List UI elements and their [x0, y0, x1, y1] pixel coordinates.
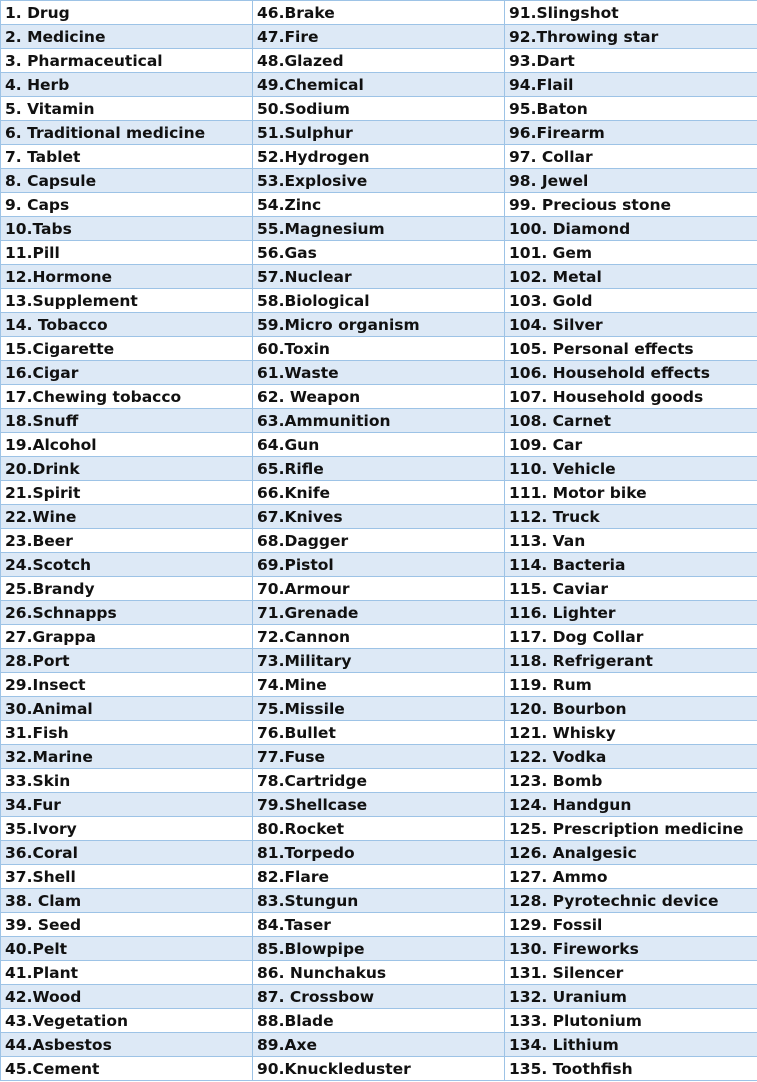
table-cell: 118. Refrigerant — [505, 649, 757, 673]
table-cell: 36.Coral — [1, 841, 253, 865]
table-cell: 132. Uranium — [505, 985, 757, 1009]
table-cell: 23.Beer — [1, 529, 253, 553]
table-cell: 88.Blade — [253, 1009, 505, 1033]
table-cell: 21.Spirit — [1, 481, 253, 505]
table-cell: 37.Shell — [1, 865, 253, 889]
table-cell: 110. Vehicle — [505, 457, 757, 481]
table-row — [1, 577, 757, 601]
table-cell: 42.Wood — [1, 985, 253, 1009]
table-row — [1, 553, 757, 577]
table-cell: 133. Plutonium — [505, 1009, 757, 1033]
table-cell: 50.Sodium — [253, 97, 505, 121]
table-cell: 82.Flare — [253, 865, 505, 889]
table-cell: 54.Zinc — [253, 193, 505, 217]
table-cell: 90.Knuckleduster — [253, 1057, 505, 1081]
table-cell: 52.Hydrogen — [253, 145, 505, 169]
table-cell: 77.Fuse — [253, 745, 505, 769]
table-row — [1, 1009, 757, 1033]
table-row — [1, 265, 757, 289]
table-row — [1, 1033, 757, 1057]
table-cell: 73.Military — [253, 649, 505, 673]
table-cell: 8. Capsule — [1, 169, 253, 193]
table-row — [1, 529, 757, 553]
table-cell: 98. Jewel — [505, 169, 757, 193]
table-row — [1, 49, 757, 73]
table-cell: 10.Tabs — [1, 217, 253, 241]
table-cell: 109. Car — [505, 433, 757, 457]
table-cell: 108. Carnet — [505, 409, 757, 433]
table-cell: 16.Cigar — [1, 361, 253, 385]
table-row — [1, 409, 757, 433]
table-cell: 56.Gas — [253, 241, 505, 265]
table-cell: 6. Traditional medicine — [1, 121, 253, 145]
table-cell: 94.Flail — [505, 73, 757, 97]
table-row — [1, 97, 757, 121]
table-row — [1, 721, 757, 745]
table-row — [1, 313, 757, 337]
table-cell: 104. Silver — [505, 313, 757, 337]
table-cell: 134. Lithium — [505, 1033, 757, 1057]
table-cell: 44.Asbestos — [1, 1033, 253, 1057]
table-cell: 49.Chemical — [253, 73, 505, 97]
table-cell: 86. Nunchakus — [253, 961, 505, 985]
table-cell: 74.Mine — [253, 673, 505, 697]
table-cell: 30.Animal — [1, 697, 253, 721]
table-row — [1, 73, 757, 97]
table-cell: 13.Supplement — [1, 289, 253, 313]
table-cell: 3. Pharmaceutical — [1, 49, 253, 73]
table-cell: 67.Knives — [253, 505, 505, 529]
table-row — [1, 697, 757, 721]
table-cell: 121. Whisky — [505, 721, 757, 745]
table-cell: 70.Armour — [253, 577, 505, 601]
table-cell: 117. Dog Collar — [505, 625, 757, 649]
table-cell: 24.Scotch — [1, 553, 253, 577]
table-row — [1, 1057, 757, 1081]
table-row — [1, 505, 757, 529]
table-row — [1, 25, 757, 49]
table-cell: 32.Marine — [1, 745, 253, 769]
table-cell: 25.Brandy — [1, 577, 253, 601]
table-row — [1, 841, 757, 865]
table-cell: 106. Household effects — [505, 361, 757, 385]
table-cell: 126. Analgesic — [505, 841, 757, 865]
table-cell: 64.Gun — [253, 433, 505, 457]
table-cell: 83.Stungun — [253, 889, 505, 913]
table-cell: 119. Rum — [505, 673, 757, 697]
table-cell: 131. Silencer — [505, 961, 757, 985]
table-cell: 60.Toxin — [253, 337, 505, 361]
table-cell: 63.Ammunition — [253, 409, 505, 433]
table-cell: 41.Plant — [1, 961, 253, 985]
table-cell: 135. Toothfish — [505, 1057, 757, 1081]
table-cell: 114. Bacteria — [505, 553, 757, 577]
table-cell: 11.Pill — [1, 241, 253, 265]
table-cell: 48.Glazed — [253, 49, 505, 73]
table-cell: 47.Fire — [253, 25, 505, 49]
table-cell: 26.Schnapps — [1, 601, 253, 625]
table-cell: 4. Herb — [1, 73, 253, 97]
table-cell: 29.Insect — [1, 673, 253, 697]
table-cell: 7. Tablet — [1, 145, 253, 169]
table-cell: 1. Drug — [1, 1, 253, 25]
table-row — [1, 625, 757, 649]
table-cell: 34.Fur — [1, 793, 253, 817]
table-cell: 12.Hormone — [1, 265, 253, 289]
table-row — [1, 145, 757, 169]
table-row — [1, 769, 757, 793]
table-cell: 58.Biological — [253, 289, 505, 313]
table-cell: 101. Gem — [505, 241, 757, 265]
table-row — [1, 169, 757, 193]
table-cell: 99. Precious stone — [505, 193, 757, 217]
table-row — [1, 649, 757, 673]
table-cell: 51.Sulphur — [253, 121, 505, 145]
items-table-body — [1, 1, 757, 1081]
table-cell: 17.Chewing tobacco — [1, 385, 253, 409]
table-cell: 43.Vegetation — [1, 1009, 253, 1033]
table-cell: 115. Caviar — [505, 577, 757, 601]
table-row — [1, 217, 757, 241]
table-cell: 35.Ivory — [1, 817, 253, 841]
table-cell: 97. Collar — [505, 145, 757, 169]
table-cell: 122. Vodka — [505, 745, 757, 769]
table-cell: 45.Cement — [1, 1057, 253, 1081]
table-cell: 38. Clam — [1, 889, 253, 913]
table-cell: 93.Dart — [505, 49, 757, 73]
table-cell: 5. Vitamin — [1, 97, 253, 121]
table-cell: 69.Pistol — [253, 553, 505, 577]
table-cell: 84.Taser — [253, 913, 505, 937]
table-cell: 87. Crossbow — [253, 985, 505, 1009]
table-cell: 53.Explosive — [253, 169, 505, 193]
table-cell: 20.Drink — [1, 457, 253, 481]
table-cell: 19.Alcohol — [1, 433, 253, 457]
table-cell: 55.Magnesium — [253, 217, 505, 241]
table-cell: 123. Bomb — [505, 769, 757, 793]
table-row — [1, 673, 757, 697]
table-row — [1, 913, 757, 937]
table-cell: 112. Truck — [505, 505, 757, 529]
table-row — [1, 961, 757, 985]
table-cell: 40.Pelt — [1, 937, 253, 961]
table-cell: 130. Fireworks — [505, 937, 757, 961]
table-cell: 76.Bullet — [253, 721, 505, 745]
table-row — [1, 865, 757, 889]
table-cell: 116. Lighter — [505, 601, 757, 625]
table-cell: 31.Fish — [1, 721, 253, 745]
table-cell: 89.Axe — [253, 1033, 505, 1057]
table-cell: 120. Bourbon — [505, 697, 757, 721]
table-cell: 92.Throwing star — [505, 25, 757, 49]
table-cell: 127. Ammo — [505, 865, 757, 889]
table-row — [1, 337, 757, 361]
table-row — [1, 985, 757, 1009]
table-row — [1, 481, 757, 505]
table-row — [1, 793, 757, 817]
table-cell: 66.Knife — [253, 481, 505, 505]
table-cell: 107. Household goods — [505, 385, 757, 409]
table-row — [1, 745, 757, 769]
table-row — [1, 121, 757, 145]
table-cell: 2. Medicine — [1, 25, 253, 49]
table-cell: 68.Dagger — [253, 529, 505, 553]
table-cell: 28.Port — [1, 649, 253, 673]
table-cell: 18.Snuff — [1, 409, 253, 433]
table-cell: 125. Prescription medicine — [505, 817, 757, 841]
table-cell: 111. Motor bike — [505, 481, 757, 505]
table-cell: 33.Skin — [1, 769, 253, 793]
table-cell: 128. Pyrotechnic device — [505, 889, 757, 913]
table-cell: 27.Grappa — [1, 625, 253, 649]
table-row — [1, 889, 757, 913]
table-cell: 65.Rifle — [253, 457, 505, 481]
table-row — [1, 601, 757, 625]
table-row — [1, 385, 757, 409]
table-cell: 46.Brake — [253, 1, 505, 25]
table-row — [1, 457, 757, 481]
table-cell: 22.Wine — [1, 505, 253, 529]
table-row — [1, 817, 757, 841]
table-cell: 124. Handgun — [505, 793, 757, 817]
table-cell: 78.Cartridge — [253, 769, 505, 793]
table-cell: 96.Firearm — [505, 121, 757, 145]
table-row — [1, 361, 757, 385]
table-row — [1, 241, 757, 265]
table-cell: 85.Blowpipe — [253, 937, 505, 961]
table-row — [1, 289, 757, 313]
table-cell: 57.Nuclear — [253, 265, 505, 289]
table-cell: 61.Waste — [253, 361, 505, 385]
table-cell: 72.Cannon — [253, 625, 505, 649]
table-cell: 59.Micro organism — [253, 313, 505, 337]
table-cell: 14. Tobacco — [1, 313, 253, 337]
table-cell: 95.Baton — [505, 97, 757, 121]
table-cell: 15.Cigarette — [1, 337, 253, 361]
table-cell: 71.Grenade — [253, 601, 505, 625]
table-cell: 79.Shellcase — [253, 793, 505, 817]
table-cell: 62. Weapon — [253, 385, 505, 409]
table-cell: 9. Caps — [1, 193, 253, 217]
table-row — [1, 937, 757, 961]
table-row — [1, 193, 757, 217]
table-cell: 100. Diamond — [505, 217, 757, 241]
table-cell: 102. Metal — [505, 265, 757, 289]
table-cell: 91.Slingshot — [505, 1, 757, 25]
table-cell: 75.Missile — [253, 697, 505, 721]
table-cell: 105. Personal effects — [505, 337, 757, 361]
table-cell: 80.Rocket — [253, 817, 505, 841]
table-cell: 81.Torpedo — [253, 841, 505, 865]
table-cell: 129. Fossil — [505, 913, 757, 937]
table-cell: 103. Gold — [505, 289, 757, 313]
table-cell: 113. Van — [505, 529, 757, 553]
table-row — [1, 1, 757, 25]
table-cell: 39. Seed — [1, 913, 253, 937]
table-row — [1, 433, 757, 457]
